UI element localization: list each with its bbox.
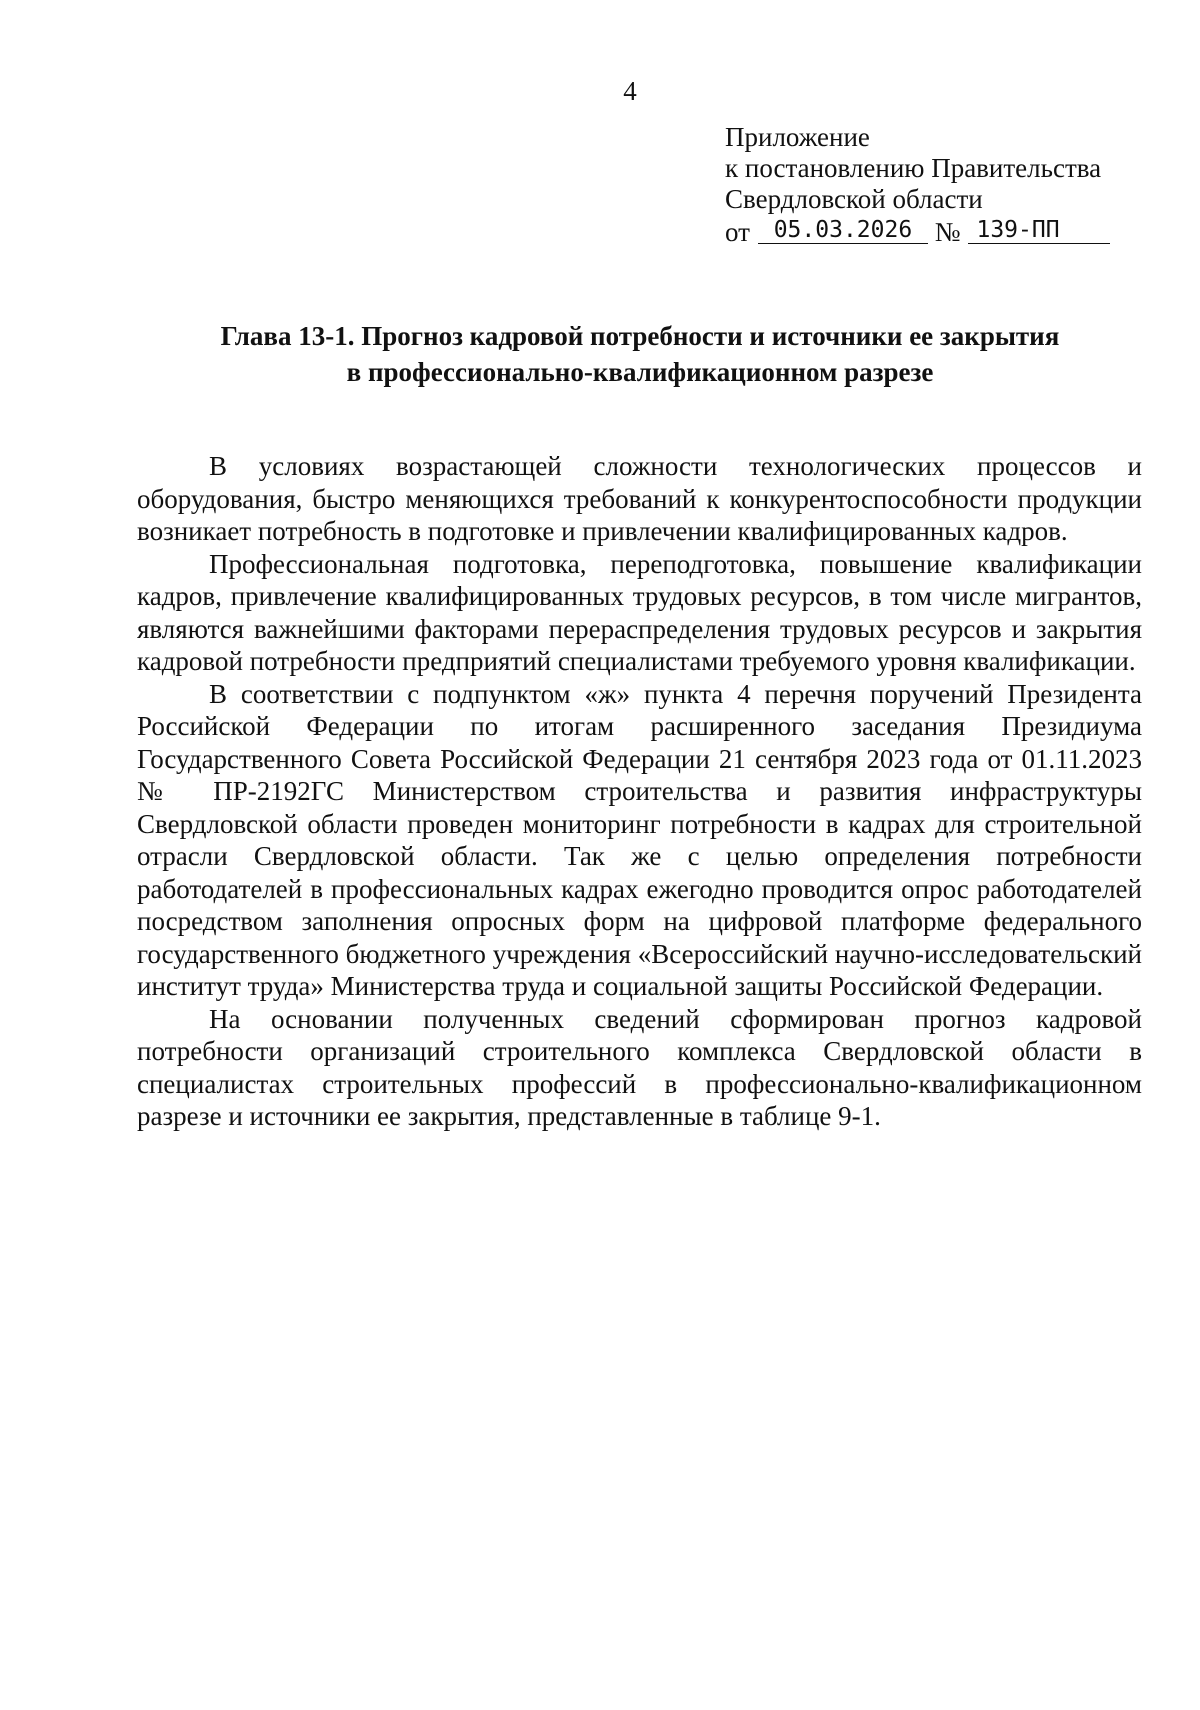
page-number: 4	[623, 76, 637, 106]
number-label: №	[934, 217, 961, 247]
paragraph: В условиях возрастающей сложности технологических процессов и оборудования, быстро меняющихся требований к конкурентоспособности продукции возникает потребность в подготовке и привлечении квалифицированных кадров.	[137, 451, 1142, 546]
paragraph: На основании полученных сведений сформирован прогноз кадровой потребности организаций строительного комплекса Свердловской области в специалистах строительных профессий в профессионально-квалификационном разрезе и источники ее закрытия, представленные в таблице 9-1.	[137, 1003, 1142, 1131]
chapter-heading-line-2: в профессионально-квалификационном разрезе	[346, 357, 934, 387]
decree-number: 139-ПП	[968, 217, 1110, 244]
approval-reference: к постановлению Правительства	[725, 153, 1102, 183]
approval-block	[725, 122, 1110, 248]
approval-date-number-line	[725, 217, 1110, 248]
chapter-heading-line-1: Глава 13-1. Прогноз кадровой потребности и источники ее закрытия	[220, 321, 1060, 351]
body-text	[137, 450, 1142, 1133]
chapter-heading	[140, 318, 1140, 390]
paragraph: Профессиональная подготовка, переподготовка, повышение квалификации кадров, привлечение квалифицированных трудовых ресурсов, в том числе мигрантов, являются важнейшими факторами перераспределения трудовых ресурсов и закрытия кадровой потребности предприятий специалистами требуемого уровня квалификации.	[137, 548, 1142, 676]
approval-title: Приложение	[725, 122, 870, 152]
paragraph: В соответствии с подпунктом «ж» пункта 4 перечня поручений Президента Российской Федерации по итогам расширенного заседания Президиума Государственного Совета Российской Федерации 21 сентября 2023 года от 01.11.2023 № ПР-2192ГС Министерством строительства и развития инфраструктуры Свердловской области проведен мониторинг потребности в кадрах для строительной отрасли Свердловской области. Так же с целью определения потребности работодателей в профессиональных кадрах ежегодно проводится опрос работодателей посредством заполнения опросных форм на цифровой платформе федерального государственного бюджетного учреждения «Всероссийский научно-исследовательский институт труда» Министерства труда и социальной защиты Российской Федерации.	[137, 678, 1142, 1001]
approval-region: Свердловской области	[725, 184, 983, 214]
decree-date: 05.03.2026	[758, 217, 928, 244]
from-label: от	[725, 217, 750, 247]
